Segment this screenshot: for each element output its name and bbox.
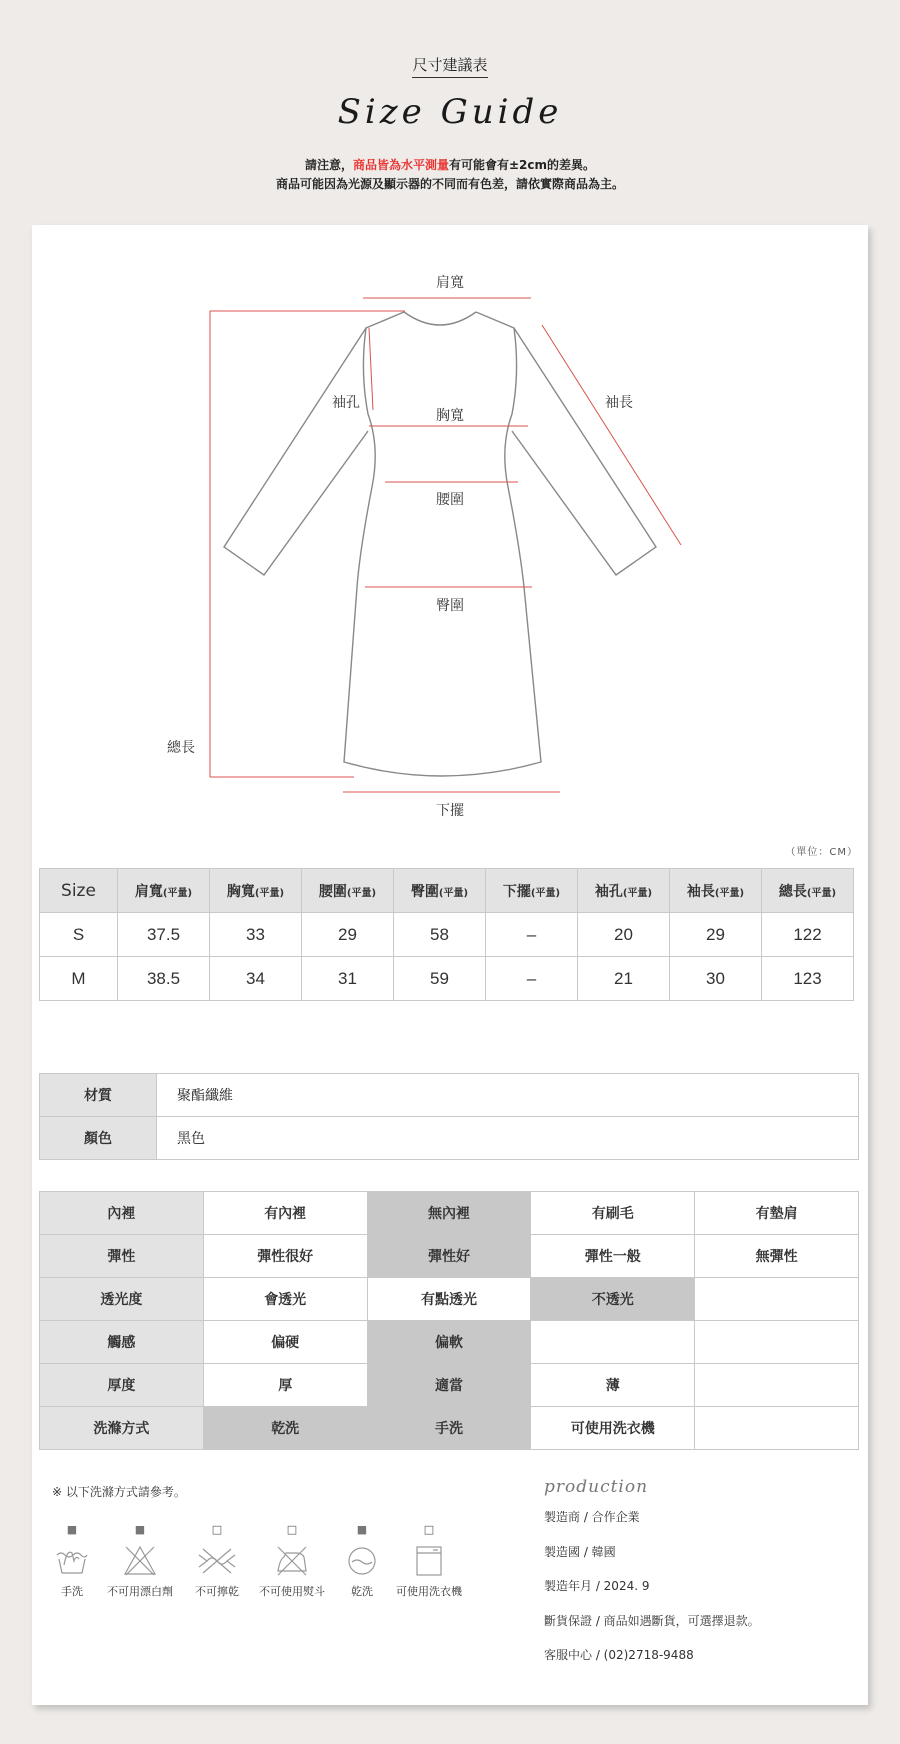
measure-cell: 33 [210,913,302,957]
production-date: 製造年月 / 2024. 9 [544,1579,650,1593]
production-title: production [544,1477,649,1497]
attribute-row [40,1192,859,1235]
hem-label: 下擺 [436,803,464,819]
measure-cell: 34 [210,957,302,1001]
attribute-row [40,1321,859,1364]
size-column-header: 腰圍(平量) [302,869,394,913]
care-label: 不可使用熨斗 [259,1585,325,1598]
color-label: 顏色 [40,1117,157,1160]
attribute-option: 無彈性 [695,1235,859,1278]
size-column-header: 肩寬(平量) [118,869,210,913]
measure-lines [210,298,681,792]
dress-illustration [32,225,868,825]
attribute-option [695,1321,859,1364]
size-column-header: Size [40,869,118,913]
attribute-row [40,1364,859,1407]
sleeve-line [542,325,681,545]
color-row [40,1117,859,1160]
attribute-option-selected: 手洗 [367,1407,531,1450]
measure-cell: 31 [302,957,394,1001]
measure-cell: 29 [670,913,762,957]
attribute-option-selected: 適當 [367,1364,531,1407]
color-note: 商品可能因為光源及顯示器的不同而有色差，請依實際商品為主。 [275,177,624,191]
measure-cell: – [486,913,578,957]
size-column-header: 袖孔(平量) [578,869,670,913]
attribute-option: 有墊肩 [695,1192,859,1235]
size-table [39,868,854,1001]
garment-diagram [32,225,868,825]
care-note: ※ 以下洗滌方式請參考。 [52,1485,186,1499]
attribute-option-selected: 彈性好 [367,1235,531,1278]
shoulder-label: 肩寬 [436,275,464,291]
size-column-header: 臀圍(平量) [394,869,486,913]
measure-note: 請注意，商品皆為水平測量有可能會有±2cm的差異。 [304,158,596,172]
attribute-option [695,1407,859,1450]
size-cell: M [40,957,118,1001]
attribute-label: 彈性 [40,1235,204,1278]
measure-cell: – [486,957,578,1001]
size-column-header: 下擺(平量) [486,869,578,913]
production-manufacturer: 製造商 / 合作企業 [544,1510,640,1524]
attribute-option-selected: 乾洗 [203,1407,367,1450]
attribute-label: 厚度 [40,1364,204,1407]
attribute-option: 彈性很好 [203,1235,367,1278]
size-row [40,957,854,1001]
attribute-label: 透光度 [40,1278,204,1321]
measure-cell: 37.5 [118,913,210,957]
material-label: 材質 [40,1074,157,1117]
waist-label: 腰圍 [436,492,464,508]
total-length-label: 總長 [167,740,195,756]
size-column-header: 袖長(平量) [670,869,762,913]
neckline-front [404,312,476,325]
care-label: 手洗 [61,1585,83,1598]
attribute-option: 偏硬 [203,1321,367,1364]
attribute-option: 有內裡 [203,1192,367,1235]
attribute-option-selected: 無內裡 [367,1192,531,1235]
measure-cell: 30 [670,957,762,1001]
measure-cell: 59 [394,957,486,1001]
size-row [40,913,854,957]
measure-cell: 21 [578,957,670,1001]
dress-outline [224,312,656,776]
attribute-row [40,1278,859,1321]
production-stock-guarantee: 斷貨保證 / 商品如遇斷貨，可選擇退款。 [544,1613,760,1628]
production-info [544,1477,854,1680]
attribute-label: 觸感 [40,1321,204,1364]
care-item-no-wring [177,1523,257,1599]
size-column-header: 胸寬(平量) [210,869,302,913]
dry-clean-icon [344,1545,380,1577]
care-label: 不可擰乾 [195,1585,239,1598]
no-iron-icon [274,1545,310,1577]
attribute-option-selected: 不透光 [531,1278,695,1321]
sleeve-label: 袖長 [605,395,633,411]
size-table-header-row [40,869,854,913]
attribute-option: 有點透光 [367,1278,531,1321]
washing-machine-icon [411,1545,447,1577]
care-checkbox: ■ [134,1523,146,1536]
attribute-option: 會透光 [203,1278,367,1321]
attribute-option: 厚 [203,1364,367,1407]
attribute-label: 洗滌方式 [40,1407,204,1450]
care-label: 不可用漂白劑 [107,1585,173,1598]
measure-cell: 58 [394,913,486,957]
no-wring-icon [197,1545,237,1577]
care-checkbox: □ [211,1523,223,1536]
size-cell: S [40,913,118,957]
attribute-option [531,1321,695,1364]
color-value: 黑色 [157,1117,859,1160]
care-checkbox: □ [286,1523,298,1536]
care-label: 可使用洗衣機 [396,1585,462,1598]
care-label: 乾洗 [351,1585,373,1598]
attribute-option: 薄 [531,1364,695,1407]
attribute-option: 可使用洗衣機 [531,1407,695,1450]
measure-cell: 38.5 [118,957,210,1001]
armhole-label: 袖孔 [332,395,360,411]
attribute-row [40,1407,859,1450]
hand-wash-icon [54,1545,90,1577]
chest-label: 胸寬 [436,408,464,424]
care-item-no-iron [252,1523,332,1599]
measure-note-highlight: 商品皆為水平測量 [352,158,449,172]
attribute-option [695,1364,859,1407]
measure-cell: 122 [762,913,854,957]
fabric-attribute-table [39,1191,859,1450]
material-row [40,1074,859,1117]
page-header [0,0,900,224]
material-table [39,1073,859,1160]
unit-note: （單位：CM） [785,847,858,858]
production-customer-service: 客服中心 / (02)2718-9488 [544,1648,694,1662]
page-subtitle: 尺寸建議表 [0,54,900,75]
hip-label: 臀圍 [436,598,464,614]
attribute-label: 內裡 [40,1192,204,1235]
care-checkbox: ■ [356,1523,368,1536]
attribute-row [40,1235,859,1278]
length-line [210,311,405,777]
measure-cell: 123 [762,957,854,1001]
attribute-option: 有刷毛 [531,1192,695,1235]
dress-body [344,312,541,776]
left-sleeve [224,328,368,575]
no-bleach-icon [122,1545,158,1577]
measure-cell: 29 [302,913,394,957]
care-checkbox: ■ [66,1523,78,1536]
size-column-header: 總長(平量) [762,869,854,913]
care-item-no-bleach [100,1523,180,1599]
material-value: 聚酯纖維 [157,1074,859,1117]
page-title: Size Guide [337,92,563,132]
production-country: 製造國 / 韓國 [544,1544,616,1559]
size-guide-card [32,225,868,1705]
attribute-option: 彈性一般 [531,1235,695,1278]
attribute-option [695,1278,859,1321]
care-checkbox: □ [423,1523,435,1536]
armhole-line [369,328,373,410]
attribute-option-selected: 偏軟 [367,1321,531,1364]
care-item-washing-machine [389,1523,469,1599]
measure-cell: 20 [578,913,670,957]
right-sleeve [512,328,656,575]
